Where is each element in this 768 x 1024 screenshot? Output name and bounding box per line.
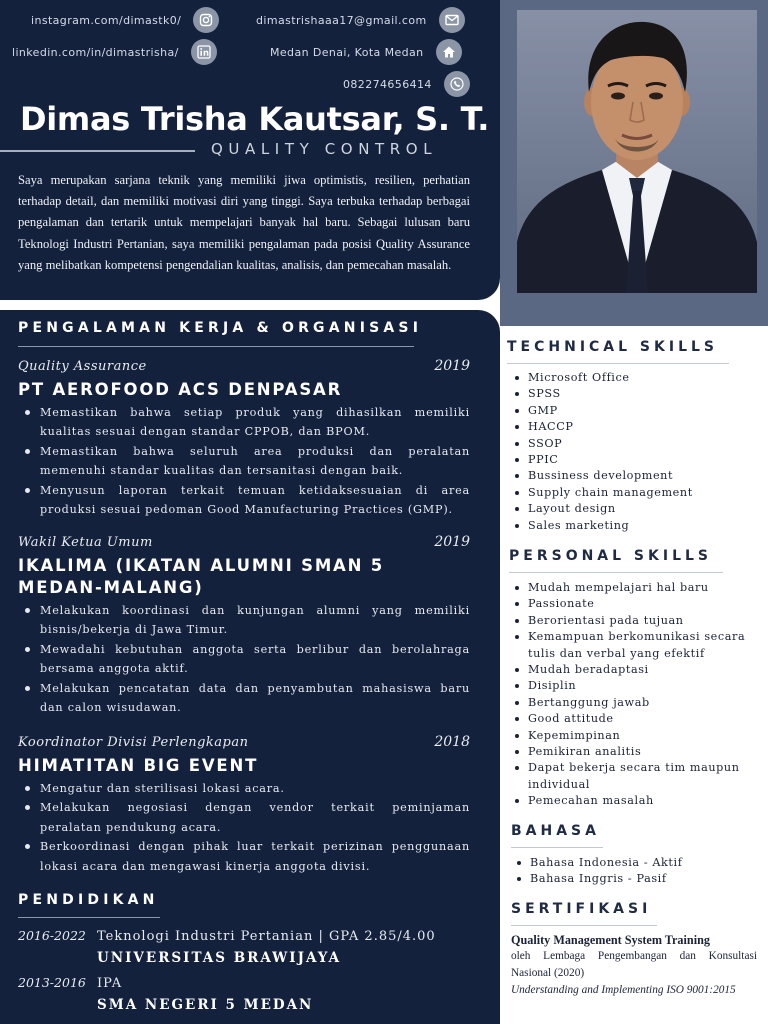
experience-heading: PENGALAMAN KERJA & ORGANISASI [18, 320, 423, 336]
list-item: Sales marketing [512, 518, 693, 534]
address-text: Medan Denai, Kota Medan [270, 45, 424, 59]
list-item: Supply chain management [512, 485, 693, 501]
list-item: Melakukan koordinasi dan kunjungan alumni yang memiliki bisnis/bekerja di Jawa Timur. [18, 601, 470, 640]
job-bullets [18, 403, 470, 519]
certification-subtitle: Understanding and Implementing ISO 9001:2015 [511, 983, 736, 996]
profile-photo [517, 10, 757, 293]
job-entry [18, 734, 470, 876]
technical-skills-heading: TECHNICAL SKILLS [507, 339, 718, 355]
certification-title: Quality Management System Training [511, 933, 710, 947]
list-item: SPSS [512, 386, 693, 402]
languages-divider [511, 847, 603, 848]
list-item: Disiplin [512, 678, 760, 694]
job-bullets [18, 601, 470, 717]
list-item: Bertanggung jawab [512, 695, 760, 711]
education-years: 2016-2022 [18, 928, 86, 943]
education-major: Teknologi Industri Pertanian | GPA 2.85/4.00 [97, 929, 436, 944]
job-bullets [18, 779, 470, 876]
job-organization: IKALIMA (IKATAN ALUMNI SMAN 5 MEDAN-MALANG) [18, 556, 385, 597]
job-entry [18, 358, 470, 519]
list-item: GMP [512, 403, 693, 419]
email-icon [439, 7, 465, 33]
job-year: 2019 [434, 534, 470, 550]
home-icon [436, 39, 462, 65]
personal-skills-list [512, 580, 760, 810]
list-item: Mudah beradaptasi [512, 662, 760, 678]
technical-skills-list [512, 370, 693, 534]
contact-instagram[interactable] [31, 6, 219, 34]
list-item: Memastikan bahwa seluruh area produksi dan peralatan memenuhi standar kualitas dan tersanitasi dengan baik. [18, 442, 470, 481]
technical-skills-divider [507, 363, 729, 364]
list-item: Kepemimpinan [512, 728, 760, 744]
list-item: Pemikiran analitis [512, 744, 760, 760]
experience-divider [18, 346, 414, 347]
profile-summary: Saya merupakan sarjana teknik yang memiliki jiwa optimistis, resilien, perhatian terhadap detail, dan memiliki motivasi diri yang tinggi. Saya terbuka terhadap berbagai pengalaman dan tertarik untuk mempelajari banyak hal baru. Sebagai lulusan baru Teknologi Industri Pertanian, saya memiliki pengalaman pada posisi Quality Assurance yang melibatkan kompetensi pengendalian kualitas, analisis, dan pemecahan masalah. [18, 173, 470, 272]
instagram-icon [193, 7, 219, 33]
list-item: Bahasa Inggris - Pasif [514, 871, 682, 887]
job-year: 2018 [434, 734, 470, 750]
contact-phone[interactable] [343, 70, 470, 98]
list-item: Berorientasi pada tujuan [512, 613, 760, 629]
job-year: 2019 [434, 358, 470, 374]
list-item: Bahasa Indonesia - Aktif [514, 855, 682, 871]
list-item: Mudah mempelajari hal baru [512, 580, 760, 596]
education-major: IPA [97, 976, 123, 991]
candidate-name: Dimas Trisha Kautsar, S. T. [20, 100, 490, 138]
title-divider [0, 150, 195, 152]
list-item: Berkoordinasi dengan pihak luar terkait perizinan penggunaan lokasi acara dan mengawasi kinerja anggota divisi. [18, 837, 470, 876]
list-item: Passionate [512, 596, 760, 612]
linkedin-icon [191, 39, 217, 65]
languages-list [514, 855, 682, 888]
education-entry [18, 928, 470, 966]
job-role: Wakil Ketua Umum [18, 535, 153, 550]
job-role: Quality Assurance [18, 359, 147, 374]
list-item: Memastikan bahwa setiap produk yang dihasilkan memiliki kualitas sesuai dengan standar CPPOB, dan BPOM. [18, 403, 470, 442]
certification-issuer: oleh Lembaga Pengembangan dan Konsultasi Nasional (2020) [511, 950, 757, 979]
certifications-heading: SERTIFIKASI [511, 901, 652, 917]
list-item: Mengatur dan sterilisasi lokasi acara. [18, 779, 470, 798]
list-item: SSOP [512, 436, 693, 452]
job-role: Koordinator Divisi Perlengkapan [18, 735, 249, 750]
personal-skills-divider [509, 572, 723, 573]
list-item: Dapat bekerja secara tim maupun individual [512, 760, 760, 793]
list-item: Kemampuan berkomunikasi secara tulis dan verbal yang efektif [512, 629, 760, 662]
email-link[interactable]: dimastrishaaa17@gmail.com [256, 13, 427, 27]
job-organization: PT AEROFOOD ACS DENPASAR [18, 380, 343, 399]
list-item: Layout design [512, 501, 693, 517]
instagram-link[interactable]: instagram.com/dimastk0/ [31, 13, 182, 27]
list-item: Mewadahi kebutuhan anggota serta berlibur dan berolahraga bersama anggota aktif. [18, 640, 470, 679]
list-item: Melakukan pencatatan data dan penyambutan mahasiswa baru dan calon wisudawan. [18, 679, 470, 718]
education-heading: PENDIDIKAN [18, 892, 159, 908]
education-years: 2013-2016 [18, 975, 86, 990]
phone-link[interactable]: 082274656414 [343, 77, 432, 91]
languages-heading: BAHASA [511, 823, 600, 839]
contact-email[interactable] [256, 6, 465, 34]
candidate-role: QUALITY CONTROL [211, 140, 438, 158]
job-organization: HIMATITAN BIG EVENT [18, 756, 259, 775]
contact-linkedin[interactable] [12, 38, 217, 66]
contact-address [270, 38, 462, 66]
list-item: HACCP [512, 419, 693, 435]
list-item: PPIC [512, 452, 693, 468]
list-item: Microsoft Office [512, 370, 693, 386]
job-entry [18, 534, 470, 717]
education-school: SMA NEGERI 5 MEDAN [97, 997, 314, 1013]
education-school: UNIVERSITAS BRAWIJAYA [97, 950, 342, 966]
list-item: Pemecahan masalah [512, 793, 760, 809]
phone-icon [444, 71, 470, 97]
list-item: Bussiness development [512, 468, 693, 484]
certification-entry [511, 932, 757, 998]
personal-skills-heading: PERSONAL SKILLS [509, 548, 713, 564]
certifications-divider [511, 925, 657, 926]
list-item: Melakukan negosiasi dengan vendor terkait peminjaman peralatan pendukung acara. [18, 798, 470, 837]
list-item: Menyusun laporan terkait temuan ketidaksesuaian di area produksi sesuai pedoman Good Manufacturing Practices (GMP). [18, 481, 470, 520]
education-entry [18, 975, 470, 1013]
education-divider [18, 917, 160, 918]
linkedin-link[interactable]: linkedin.com/in/dimastrisha/ [12, 45, 179, 59]
list-item: Good attitude [512, 711, 760, 727]
